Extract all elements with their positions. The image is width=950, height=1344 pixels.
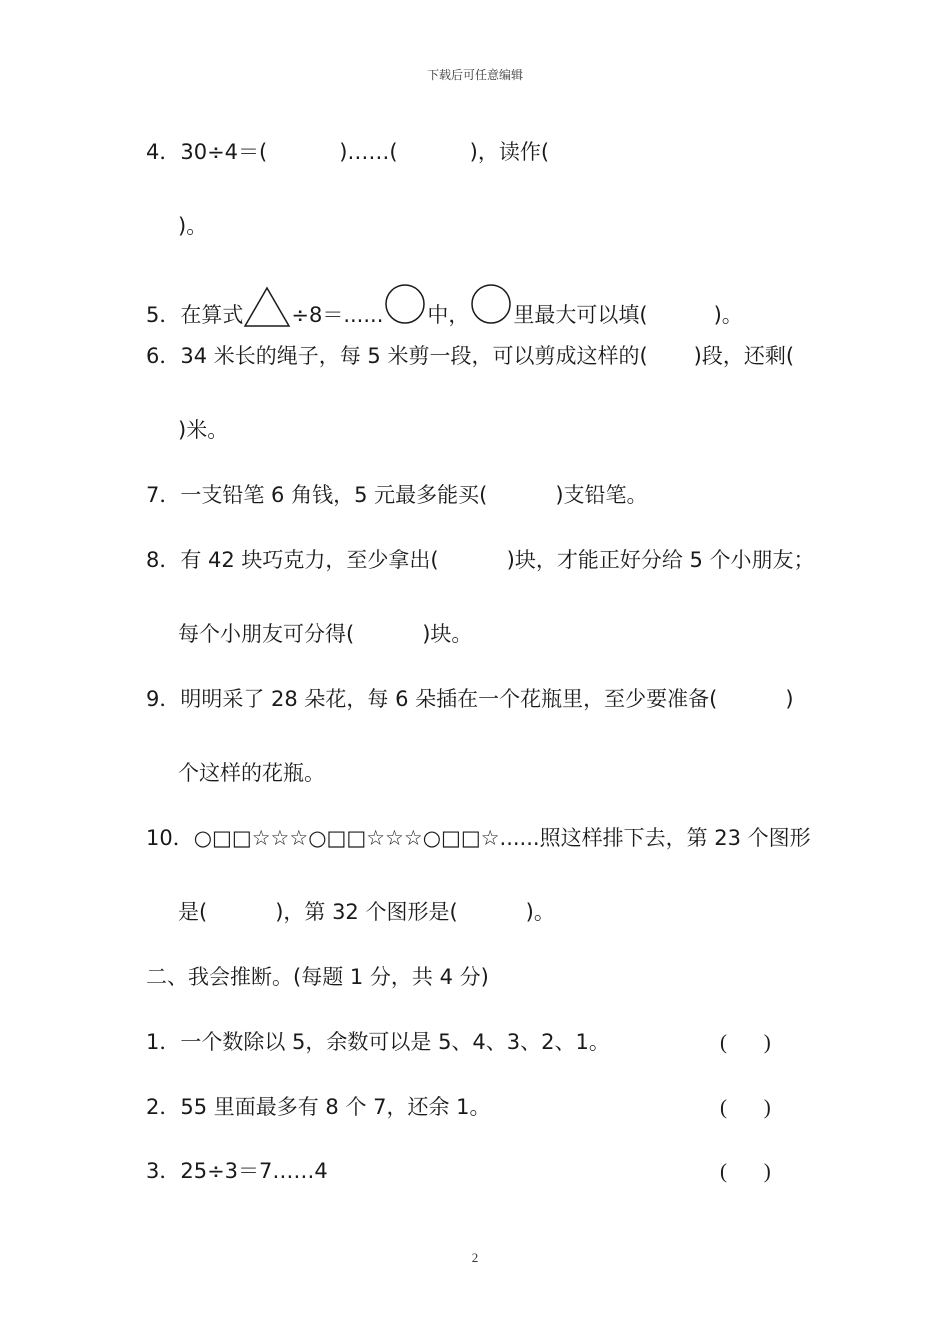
question-6: 6．34 米长的绳子，每 5 米剪一段，可以剪成这样的( )段，还剩( — [146, 344, 795, 368]
judge-item-1: 1．一个数除以 5，余数可以是 5、4、3、2、1。 — [146, 1030, 610, 1054]
page-number: 2 — [471, 1250, 479, 1265]
question-5: 5．在算式 ÷8＝...... 中， 里最大可以填( )。 — [146, 284, 743, 329]
question-4: 4．30÷4＝( )……( )，读作( — [146, 140, 550, 164]
question-10: 10．○□□☆☆☆○□□☆☆☆○□□☆......照这样排下去，第 23 个图形 — [146, 826, 811, 850]
section-2-heading: 二、我会推断。(每题 1 分，共 4 分) — [146, 965, 489, 989]
question-9-cont: 个这样的花瓶。 — [178, 761, 325, 785]
answer-bracket-2[interactable]: ( ) — [720, 1095, 771, 1119]
question-9: 9．明明采了 28 朵花，每 6 朵插在一个花瓶里，至少要准备( ) — [146, 687, 794, 711]
question-8-cont: 每个小朋友可分得( )块。 — [178, 622, 473, 646]
question-10-cont: 是( )，第 32 个图形是( )。 — [178, 900, 555, 924]
answer-bracket-3[interactable]: ( ) — [720, 1159, 771, 1183]
question-7: 7．一支铅笔 6 角钱，5 元最多能买( )支铅笔。 — [146, 483, 648, 507]
circle-icon — [469, 284, 513, 326]
judge-item-3: 3．25÷3＝7……4 — [146, 1159, 328, 1183]
page-header: 下载后可任意编辑 — [426, 68, 523, 82]
judge-item-2: 2．55 里面最多有 8 个 7，还余 1。 — [146, 1095, 491, 1119]
question-8: 8．有 42 块巧克力，至少拿出( )块，才能正好分给 5 个小朋友； — [146, 548, 815, 572]
triangle-icon — [243, 286, 291, 328]
question-4-cont: )。 — [178, 214, 208, 238]
answer-bracket-1[interactable]: ( ) — [720, 1030, 771, 1054]
question-6-cont: )米。 — [178, 418, 229, 442]
circle-icon — [383, 284, 427, 326]
